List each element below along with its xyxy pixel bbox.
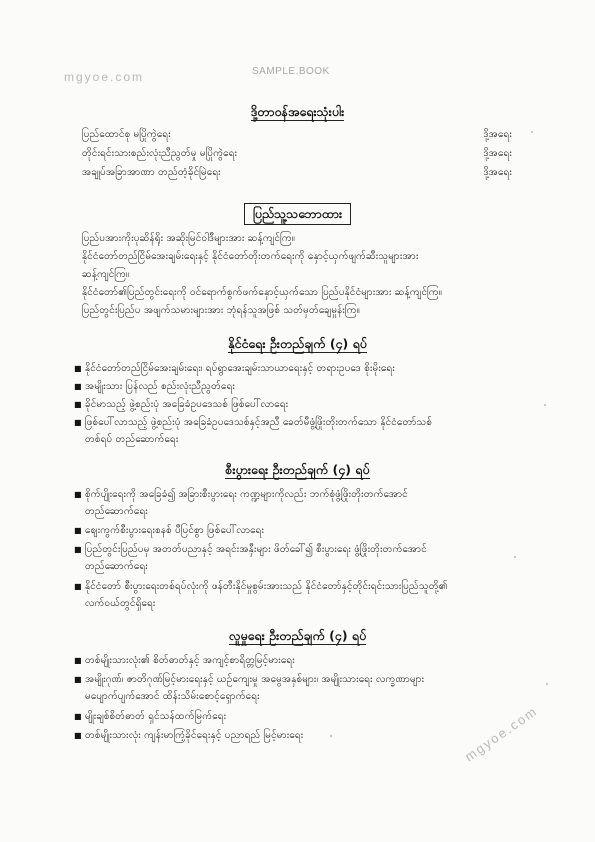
duty-row (82, 146, 512, 161)
section4-heading-text: စီးပွားရေး ဦးတည်ချက် (၄) ရပ် (225, 462, 370, 477)
sample-watermark: SAMPLE.BOOK (252, 66, 330, 77)
duty-label: တိုင်းရင်းသားစည်းလုံးညီညွတ်မှု မပြိုကွဲရေး (82, 148, 238, 159)
bullet-icon: ■ (74, 490, 82, 499)
site-watermark-top: mgyoe.com (64, 70, 145, 84)
list-item-text: စိုက်ပျိုးရေးကို အခြေခံ၍ အခြားစီးပွားရေး ကဏ္ဍများကိုလည်း ဘက်စုံဖွံ့ဖြိုးတိုးတက်အောင် (85, 489, 408, 500)
bullet-icon: ■ (74, 656, 82, 665)
site-watermark-bottom: mgyoe.com (462, 703, 541, 765)
list-item-text: ဈေးကွက်စီးပွားရေးစနစ် ပီပြင်စွာ ဖြစ်ပေါ်လာရေး (85, 525, 265, 536)
section3-heading (0, 336, 595, 355)
list-item-continuation: လက်ဝယ်တွင်ရှိရေး (85, 598, 156, 609)
list-item-continuation: မပျောက်ပျက်အောင် ထိန်းသိမ်းစောင့်ရှောက်ရေး (85, 691, 260, 702)
list-item-text: တစ်မျိုးသားလုံး၏ စိတ်ဓာတ်နှင့် အကျင့်စာရိတ္တမြင့်မားရေး (85, 655, 295, 666)
bullet-icon: ■ (74, 382, 82, 391)
section5-heading-text: လူမှုရေး ဦးတည်ချက် (၄) ရပ် (228, 628, 367, 643)
list-item-text: တစ်မျိုးသားလုံး ကျန်းမာကြံ့ခိုင်ရေးနှင့် ပညာရည် မြင့်မားရေး (85, 730, 304, 741)
list-item-text: ပြည်တွင်းပြည်ပမှ အတတ်ပညာနှင့် အရင်းအနှီးများ ဖိတ်ခေါ်၍ စီးပွားရေး ဖွံ့ဖြိုးတိုးတက်အောင် (85, 544, 427, 555)
duty-tag: ဒို့အရေး (483, 148, 512, 159)
people-desire-line: ပြည်တွင်းပြည်ပ အဖျက်သမားများအား ဘုံရန်သူအဖြစ် သတ်မှတ်ချေမှုန်းကြ။ (82, 305, 360, 316)
section1-heading (0, 104, 595, 123)
bullet-icon: ■ (74, 418, 82, 427)
list-item-continuation: တည်ဆောက်ရေး (85, 506, 148, 517)
bullet-icon: ■ (74, 364, 82, 373)
scan-speck (531, 131, 533, 133)
people-desire-line: နိုင်ငံတော်၏ပြည်တွင်းရေးကို ဝင်ရောက်စွက်ဖက်နှောင့်ယှက်သော ပြည်ပနိုင်ငံများအား ဆန့်ကျင်ကြ။ (82, 287, 442, 298)
duty-tag: ဒို့အရေး (483, 129, 512, 140)
section2-heading (0, 206, 595, 225)
bullet-icon: ■ (74, 731, 82, 740)
section5-heading (0, 628, 595, 647)
scan-speck (544, 404, 546, 406)
list-item-text: နိုင်ငံတော် စီးပွားရေးတစ်ရပ်လုံးကို ဖန်တီးနိုင်မှုစွမ်းအားသည် နိုင်ငံတော်နှင့်တိုင်းရင်းသားပြည်သူတို့၏ (85, 581, 448, 592)
bullet-icon: ■ (74, 526, 82, 535)
duty-row (82, 127, 512, 142)
section4-heading (0, 462, 595, 481)
list-item-continuation: တစ်ရပ် တည်ဆောက်ရေး (85, 434, 179, 445)
list-item-text: မျိုးချစ်စိတ်ဓာတ် ရှင်သန်ထက်မြက်ရေး (85, 711, 227, 722)
list-item-continuation: တည်ဆောက်ရေး (85, 561, 148, 572)
bullet-icon: ■ (74, 712, 82, 721)
bullet-icon: ■ (74, 400, 82, 409)
people-desire-line: နိုင်ငံတော်တည်ငြိမ်အေးချမ်းရေးနှင့် နိုင်ငံတော်တိုးတက်ရေးကို နှောင့်ယှက်ဖျက်ဆီးသူများအား (82, 251, 419, 262)
people-desire-line: ဆန့်ကျင်ကြ။ (82, 269, 130, 280)
list-item-text: ခိုင်မာသည့် ဖွဲ့စည်းပုံ အခြေခံဥပဒေသစ် ဖြစ်ပေါ်လာရေး (85, 399, 289, 410)
list-item-text: အမျိုးသား ပြန်လည် စည်းလုံးညီညွတ်ရေး (85, 381, 236, 392)
duty-row (82, 165, 512, 180)
section2-heading-text: ပြည်သူ့သဘောထား (244, 203, 351, 225)
people-desire-line: ပြည်ပအားကိုးပုဆိန်ရိုး အဆိုးမြင်ဝါဒီများအား ဆန့်ကျင်ကြ။ (82, 233, 295, 244)
duty-tag: ဒို့အရေး (483, 167, 512, 178)
duty-label: အချုပ်အခြာအာဏာ တည်တံ့ခိုင်မြဲရေး (82, 167, 221, 178)
scan-speck (546, 683, 548, 685)
scan-speck (514, 556, 516, 558)
scan-speck (330, 735, 332, 737)
list-item-text: ဖြစ်ပေါ်လာသည့် ဖွဲ့စည်းပုံ အခြေခံဥပဒေသစ်နှင့်အညီ ခေတ်မီဖွံ့ဖြိုးတိုးတက်သော နိုင်ငံတော်သစ် (85, 417, 433, 428)
list-item-text: အမျိုးဂုဏ်၊ ဇာတိဂုဏ်မြင့်မားရေးနှင့် ယဉ်ကျေးမှု အမွေအနှစ်များ၊ အမျိုးသားရေး လက္ခဏာများ (85, 674, 425, 685)
list-item-text: နိုင်ငံတော်တည်ငြိမ်အေးချမ်းရေး၊ ရပ်ရွာအေးချမ်းသာယာရေးနှင့် တရားဥပဒေ စိုးမိုးရေး (85, 363, 395, 374)
bullet-icon: ■ (74, 675, 82, 684)
section1-heading-text: ဒို့တာဝန်အရေးသုံးပါး (250, 104, 345, 119)
section3-heading-text: နိုင်ငံရေး ဦးတည်ချက် (၄) ရပ် (228, 336, 367, 351)
duty-label: ပြည်ထောင်စု မပြိုကွဲရေး (82, 129, 171, 140)
bullet-icon: ■ (74, 545, 82, 554)
bullet-icon: ■ (74, 582, 82, 591)
